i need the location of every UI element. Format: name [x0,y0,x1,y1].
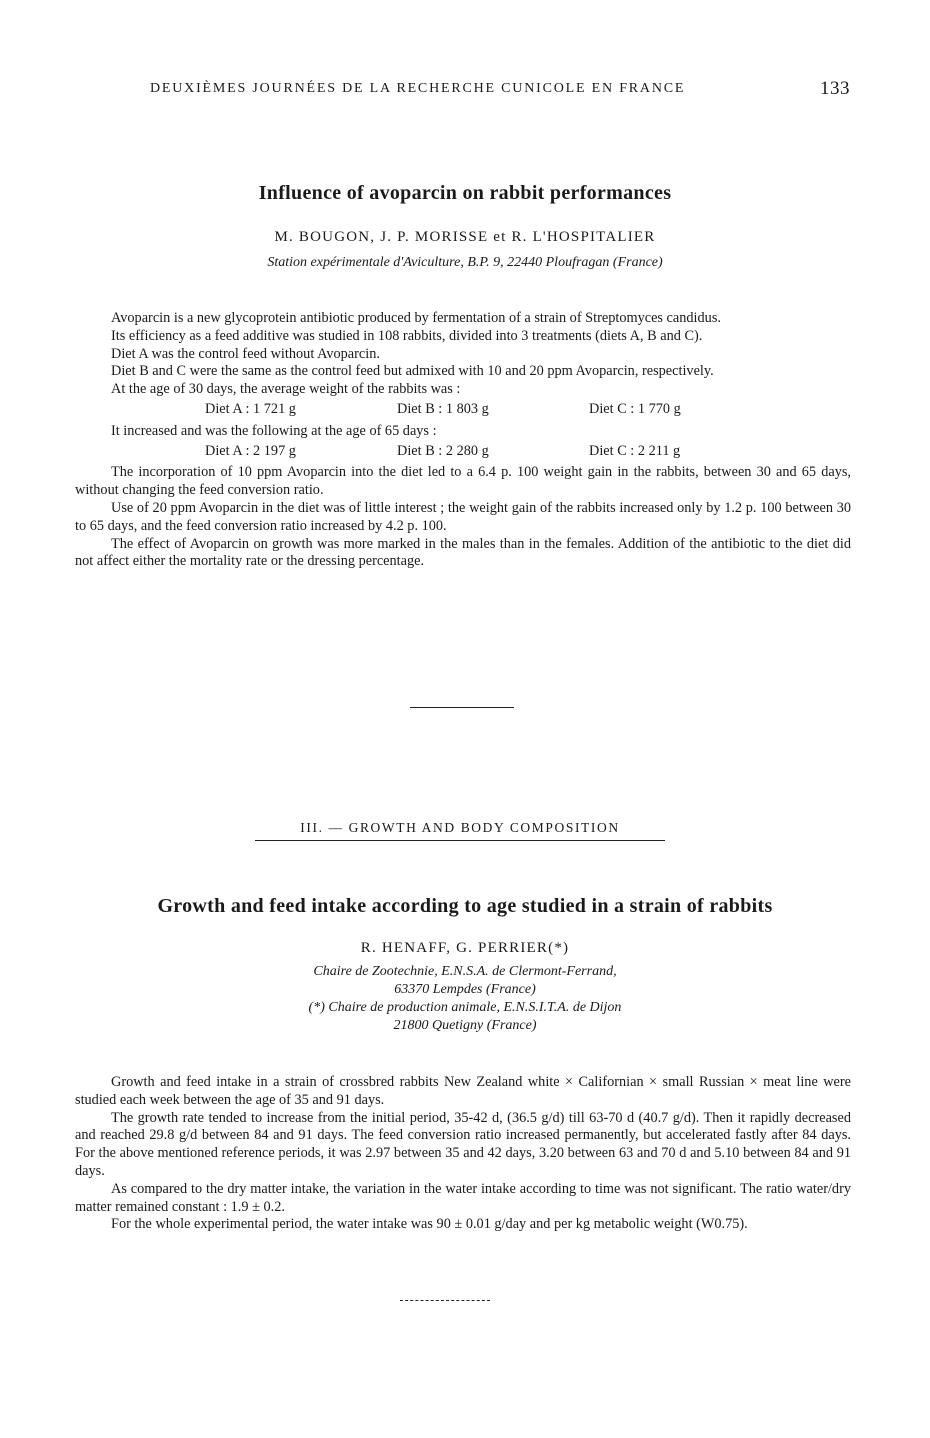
article1-paragraph: Diet A was the control feed without Avoparcin. [111,345,380,362]
article2-abstract [75,1074,851,1234]
article1-affiliation: Station expérimentale d'Aviculture, B.P. 9, 22440 Ploufragan (France) [267,255,663,270]
weight-diet-b: Diet B : 2 280 g [397,442,489,459]
affiliation-line: 63370 Lempdes (France) [394,982,536,997]
affiliation-line: 21800 Quetigny (France) [393,1018,537,1033]
article1-paragraph: Its efficiency as a feed additive was studied in 108 rabbits, divided into 3 treatments (diets A, B and C). [111,327,703,344]
article1-abstract [75,310,851,571]
article-separator-rule [410,707,514,708]
article1-title: Influence of avoparcin on rabbit performances [258,182,672,204]
weight-diet-a: Diet A : 1 721 g [205,400,296,417]
article2-affiliation [75,963,855,1035]
article1-paragraph: The incorporation of 10 ppm Avoparcin into the diet led to a 6.4 p. 100 weight gain in the rabbits, between 30 and 65 days, without changing the feed conversion ratio. [75,464,851,499]
article2-paragraph: The growth rate tended to increase from the initial period, 35-42 d, (36.5 g/d) till 63-70 d (40.7 g/d). Then it rapidly decreased and reached 29.8 g/d between 84 and 91 days. The feed conversion ratio increased permanently, but accelerated fastly after 84 days. For the above mentioned reference periods, it was 2.97 between 35 and 42 days, 3.20 between 63 and 70 d and 5.10 between 84 and 91 days. [75,1109,851,1179]
running-head-title: DEUXIÈMES JOURNÉES DE LA RECHERCHE CUNICOLE EN FRANCE [150,81,686,96]
article1-paragraph: Avoparcin is a new glycoprotein antibiotic produced by fermentation of a strain of Streptomyces candidus. [111,310,721,326]
article2-authors: R. HENAFF, G. PERRIER(*) [360,940,570,956]
article2-paragraph: As compared to the dry matter intake, the variation in the water intake according to time was not significant. The ratio water/dry matter remained constant : 1.9 ± 0.2. [75,1180,851,1215]
article1-paragraph: It increased and was the following at the age of 65 days : [111,422,437,439]
article2-title: Growth and feed intake according to age studied in a strain of rabbits [157,895,773,917]
page-number: 133 [820,78,850,99]
affiliation-line: Chaire de Zootechnie, E.N.S.A. de Clermont-Ferrand, [313,964,617,979]
affiliation-line: (*) Chaire de production animale, E.N.S.I.T.A. de Dijon [308,1000,622,1015]
article1-paragraph: The effect of Avoparcin on growth was more marked in the males than in the females. Addition of the antibiotic to the diet did not affect either the mortality rate or the dressing percentage. [75,535,851,570]
weight-diet-a: Diet A : 2 197 g [205,442,296,459]
weights-65-days [75,443,851,461]
article2-paragraph: For the whole experimental period, the water intake was 90 ± 0.01 g/day and per kg metabolic weight (W0.75). [111,1216,748,1233]
weight-diet-b: Diet B : 1 803 g [397,400,489,417]
weights-30-days [75,401,851,419]
article1-paragraph: Use of 20 ppm Avoparcin in the diet was of little interest ; the weight gain of the rabbits increased only by 1.2 p. 100 between 30 to 65 days, and the feed conversion ratio increased by 4.2 p. 100. [75,499,851,534]
weight-diet-c: Diet C : 1 770 g [589,400,681,417]
article1-authors: M. BOUGON, J. P. MORISSE et R. L'HOSPITALIER [274,229,656,245]
weight-diet-c: Diet C : 2 211 g [589,442,681,459]
article2-paragraph: Growth and feed intake in a strain of crossbred rabbits New Zealand white × Californian × small Russian × meat line were studied each week between the age of 35 and 91 days. [75,1074,851,1108]
section-heading-underline [255,840,665,841]
article1-paragraph: Diet B and C were the same as the control feed but admixed with 10 and 20 ppm Avoparcin, respectively. [111,363,714,380]
article1-paragraph: At the age of 30 days, the average weight of the rabbits was : [111,381,461,398]
end-separator-rule [400,1300,490,1301]
section-heading: III. — GROWTH AND BODY COMPOSITION [300,820,620,835]
